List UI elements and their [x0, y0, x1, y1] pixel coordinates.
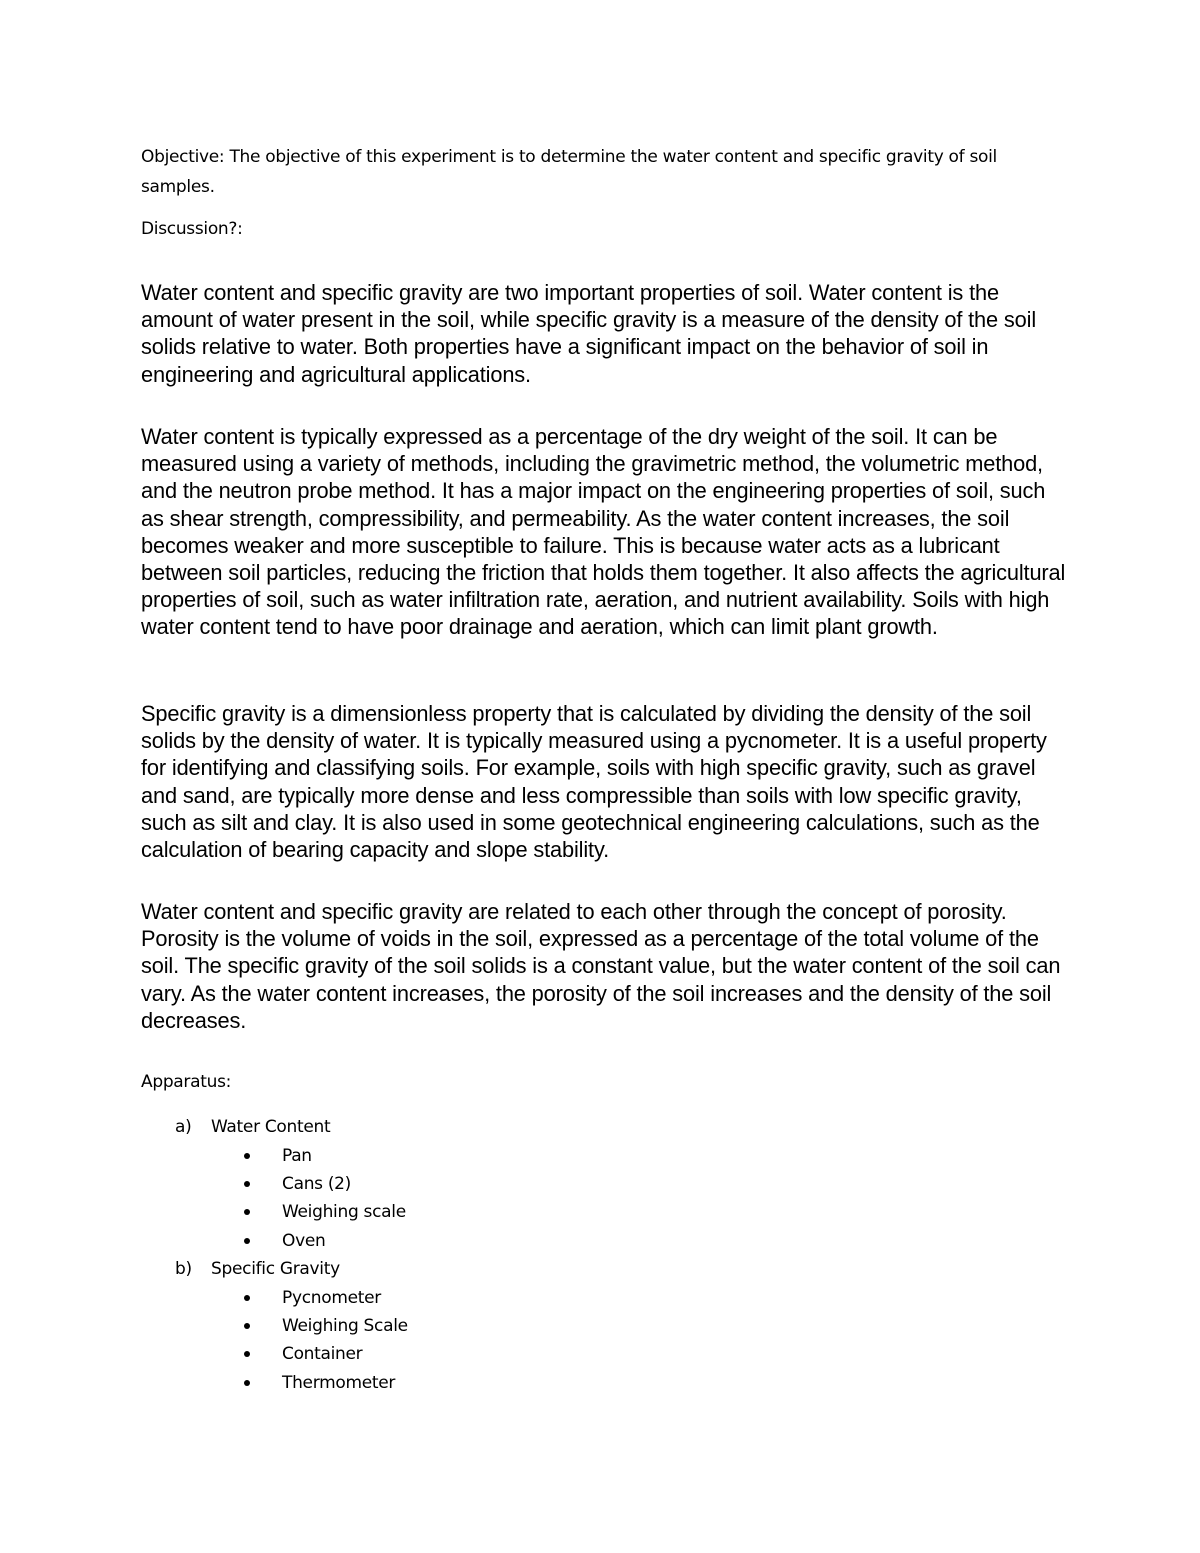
- list-item: [0, 1142, 1200, 1170]
- list-item: [0, 1284, 1200, 1312]
- bullet-icon: [244, 1295, 250, 1301]
- discussion-paragraph-1: Water content and specific gravity are two important properties of soil. Water content is the amount of water present in the soil, while specific gravity is a measure of the density of the soil solids relative to water. Both properties have a significant impact on the behavior of soil in engineering and agricultural applications.: [141, 280, 1037, 387]
- group-label: Specific Gravity: [211, 1259, 340, 1280]
- list-item-label: Pan: [282, 1145, 312, 1166]
- list-item-label: Weighing scale: [282, 1202, 406, 1223]
- apparatus-heading: Apparatus:: [141, 1072, 232, 1092]
- objective-text: Objective: The objective of this experiment is to determine the water content and specific gravity of soil samples.: [141, 147, 997, 197]
- bullet-icon: [244, 1209, 250, 1215]
- list-item: [0, 1369, 1200, 1397]
- bullet-icon: [244, 1181, 250, 1187]
- group-label: Water Content: [211, 1117, 331, 1137]
- list-item-label: Pycnometer: [282, 1287, 381, 1308]
- list-item-label: Container: [282, 1344, 363, 1365]
- discussion-paragraph-2: Water content is typically expressed as a percentage of the dry weight of the soil. It can be measured using a variety of methods, including the gravimetric method, the volumetric method, and the neutron probe method. It has a major impact on the engineering properties of soil, such as shear strength, compressibility, and permeability. As the water content increases, the soil becomes weaker and more susceptible to failure. This is because water acts as a lubricant between soil particles, reducing the friction that holds them together. It also affects the agricultural properties of soil, such as water infiltration rate, aeration, and nutrient availability. Soils with high water content tend to have poor drainage and aeration, which can limit plant growth.: [141, 424, 1066, 640]
- list-item: [0, 1227, 1200, 1255]
- bullet-icon: [244, 1238, 250, 1244]
- apparatus-list: [0, 1113, 1200, 1397]
- list-item: [0, 1198, 1200, 1226]
- bullet-icon: [244, 1153, 250, 1159]
- list-item-label: Cans (2): [282, 1173, 352, 1194]
- discussion-paragraph-3: Specific gravity is a dimensionless property that is calculated by dividing the density of the soil solids by the density of water. It is typically measured using a pycnometer. It is a useful property for identifying and classifying soils. For example, soils with high specific gravity, such as gravel and sand, are typically more dense and less compressible than soils with low specific gravity, such as silt and clay. It is also used in some geotechnical engineering calculations, such as the calculation of bearing capacity and slope stability.: [141, 701, 1047, 863]
- list-item-label: Oven: [282, 1230, 326, 1251]
- list-item: [0, 1170, 1200, 1198]
- apparatus-group-water-content: [0, 1113, 1200, 1142]
- bullet-icon: [244, 1380, 250, 1386]
- list-item-label: Weighing Scale: [282, 1315, 408, 1336]
- list-marker: b): [175, 1259, 192, 1280]
- bullet-icon: [244, 1323, 250, 1329]
- bullet-icon: [244, 1351, 250, 1357]
- discussion-heading: Discussion?:: [141, 219, 243, 239]
- apparatus-group-specific-gravity: [0, 1255, 1200, 1284]
- list-item: [0, 1340, 1200, 1368]
- list-marker: a): [175, 1117, 192, 1137]
- discussion-paragraph-4: Water content and specific gravity are related to each other through the concept of porosity. Porosity is the volume of voids in the soil, expressed as a percentage of the total volume of the soil. The specific gravity of the soil solids is a constant value, but the water content of the soil can vary. As the water content increases, the porosity of the soil increases and the density of the soil decreases.: [141, 899, 1061, 1033]
- list-item-label: Thermometer: [282, 1372, 396, 1393]
- list-item: [0, 1312, 1200, 1340]
